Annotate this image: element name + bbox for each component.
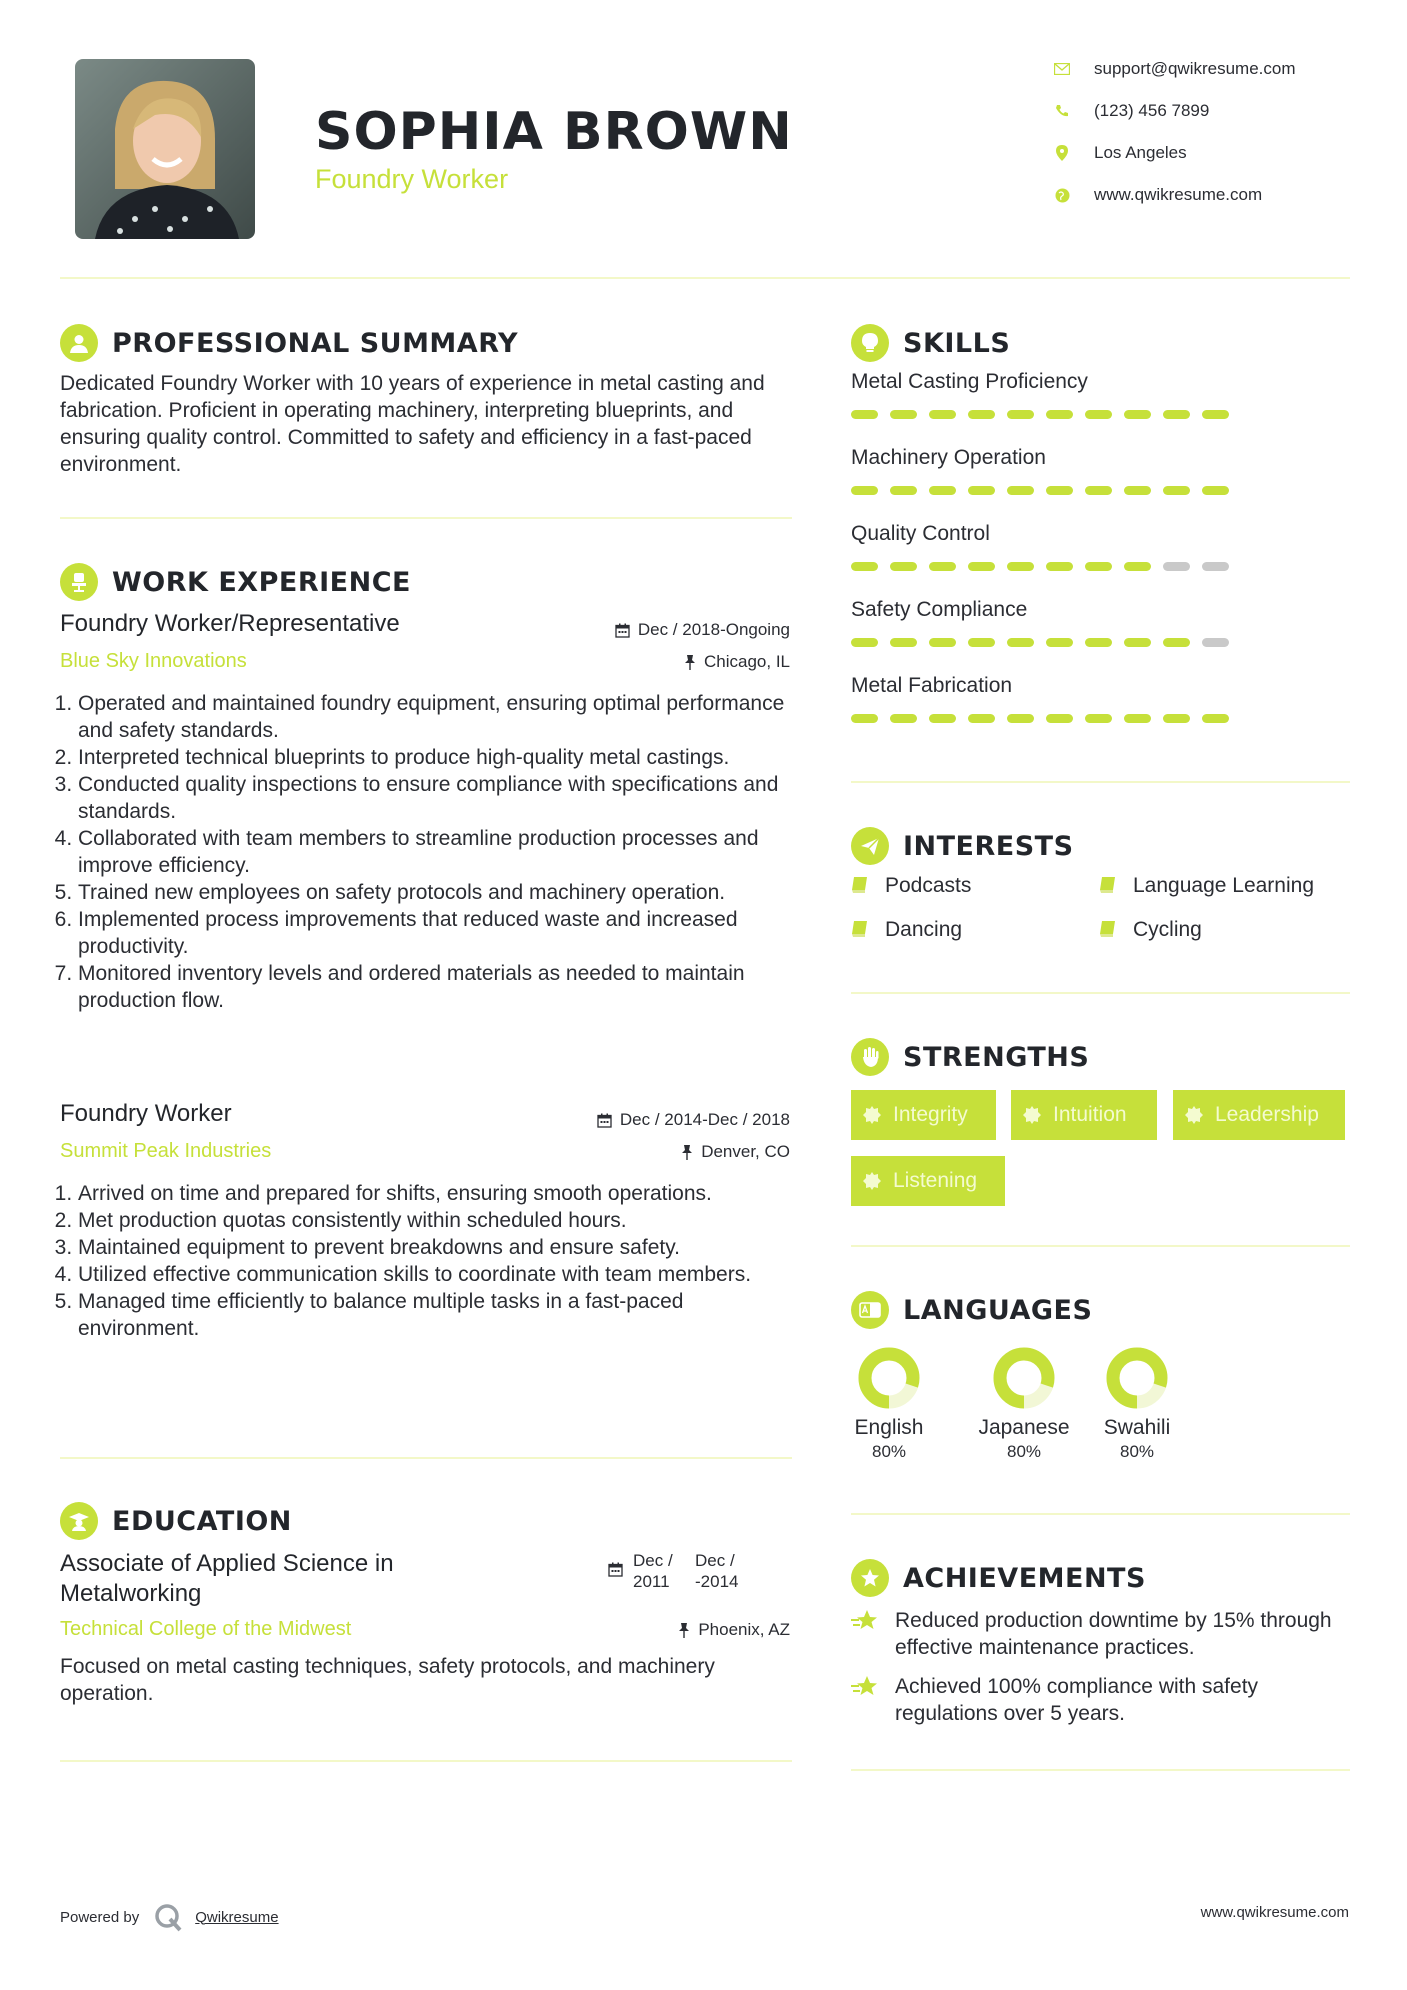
badge-icon: [1185, 1106, 1203, 1124]
candidate-name: SOPHIA BROWN: [315, 102, 793, 162]
strength-tag: Leadership: [1173, 1090, 1345, 1140]
skill-level-dash: [968, 562, 995, 571]
skill-level-dash: [890, 562, 917, 571]
skill-level-dash: [1046, 486, 1073, 495]
job-responsibilities: [60, 1180, 803, 1342]
badge-icon: [863, 1172, 881, 1190]
skill-level-dash: [1007, 638, 1034, 647]
list-item: 2. Interpreted technical blueprints to produce high-quality metal castings.: [78, 744, 803, 771]
degree-title: Associate of Applied Science in Metalworking: [60, 1550, 394, 1607]
skill-level-dash: [929, 410, 956, 419]
achievement-item: Reduced production downtime by 15% through effective maintenance practices.: [851, 1607, 1351, 1661]
school-name: Technical College of the Midwest: [60, 1618, 352, 1640]
education-divider: [60, 1760, 792, 1762]
skill-level-dash: [1202, 486, 1229, 495]
skill-level-dash: [1085, 410, 1112, 419]
skill-level-dash: [1124, 638, 1151, 647]
skill-level-dash: [851, 562, 878, 571]
star-badge-icon: [851, 1559, 889, 1597]
skill-level-dash: [929, 638, 956, 647]
skill-name: Safety Compliance: [851, 598, 1028, 621]
skill-item: [851, 370, 1271, 446]
list-item: 7. Monitored inventory levels and ordered materials as needed to maintain production flow.: [78, 960, 803, 1014]
achievements-divider: [851, 1769, 1350, 1771]
language-item: Swahili 80%: [1098, 1346, 1176, 1462]
skill-level-dash: [890, 410, 917, 419]
skill-name: Metal Casting Proficiency: [851, 370, 1088, 393]
skills-heading: SKILLS: [851, 323, 1010, 363]
qwikresume-link[interactable]: Qwikresume: [195, 1908, 279, 1926]
calendar-icon: [608, 1562, 623, 1592]
skill-level-dash: [1124, 410, 1151, 419]
footer-url[interactable]: www.qwikresume.com: [1200, 1904, 1349, 1921]
skill-level-dash: [1202, 714, 1229, 723]
paper-plane-icon: [851, 827, 889, 865]
skill-item: [851, 674, 1271, 750]
pushpin-icon: [684, 655, 696, 670]
job-title: Foundry Worker/Representative: [60, 610, 400, 637]
job-date: Dec / 2018-Ongoing: [615, 620, 790, 640]
skill-level-dash: [1007, 714, 1034, 723]
skills-divider: [851, 781, 1350, 783]
skill-level-dash: [1007, 486, 1034, 495]
chair-icon: [60, 563, 98, 601]
phone-icon: [1052, 101, 1072, 121]
skill-level-dash: [1085, 486, 1112, 495]
skill-level-dash: [1163, 410, 1190, 419]
pushpin-icon: [681, 1145, 693, 1160]
achievements-heading: ACHIEVEMENTS: [851, 1558, 1146, 1598]
company-name: Blue Sky Innovations: [60, 650, 247, 672]
skill-level-dash: [929, 486, 956, 495]
experience-divider: [60, 1457, 792, 1459]
skill-level-meter: [851, 714, 1271, 723]
education-location: Phoenix, AZ: [678, 1620, 790, 1640]
calendar-icon: [597, 1113, 612, 1128]
skill-level-dash: [851, 410, 878, 419]
strength-tag: Intuition: [1011, 1090, 1157, 1140]
skill-level-dash: [929, 562, 956, 571]
skill-level-dash: [1124, 562, 1151, 571]
skill-level-dash: [1046, 638, 1073, 647]
book-icon: [851, 920, 871, 940]
interest-item: Dancing: [851, 918, 962, 942]
skill-level-dash: [968, 486, 995, 495]
user-icon: [60, 324, 98, 362]
skill-level-dash: [968, 638, 995, 647]
lightbulb-icon: [851, 324, 889, 362]
skill-level-dash: [968, 714, 995, 723]
strengths-divider: [851, 1245, 1350, 1247]
skill-level-dash: [1085, 638, 1112, 647]
translate-icon: [851, 1291, 889, 1329]
list-item: 2. Met production quotas consistently within scheduled hours.: [78, 1207, 803, 1234]
skill-level-dash: [1085, 714, 1112, 723]
language-progress-ring: [992, 1346, 1056, 1410]
summary-heading: PROFESSIONAL SUMMARY: [60, 323, 518, 363]
header-divider: [60, 277, 1350, 279]
skill-level-dash: [1163, 714, 1190, 723]
location-pin-icon: [1052, 143, 1072, 163]
skill-level-dash: [1046, 714, 1073, 723]
skills-list: [851, 370, 1271, 750]
list-item: 6. Implemented process improvements that reduced waste and increased productivity.: [78, 906, 803, 960]
skill-item: [851, 598, 1271, 674]
contact-website[interactable]: www.qwikresume.com: [1052, 180, 1382, 210]
skill-item: [851, 522, 1271, 598]
skill-level-dash: [1046, 410, 1073, 419]
book-icon: [851, 876, 871, 896]
list-item: 3. Maintained equipment to prevent breakdowns and ensure safety.: [78, 1234, 803, 1261]
list-item: 1. Arrived on time and prepared for shifts, ensuring smooth operations.: [78, 1180, 803, 1207]
job-date: Dec / 2014-Dec / 2018: [597, 1110, 790, 1130]
skill-level-dash: [1202, 410, 1229, 419]
skill-name: Machinery Operation: [851, 446, 1046, 469]
skill-level-dash: [1007, 562, 1034, 571]
list-item: 4. Collaborated with team members to streamline production processes and improve efficiency.: [78, 825, 803, 879]
education-description: Focused on metal casting techniques, safety protocols, and machinery operation.: [60, 1655, 715, 1705]
skill-level-dash: [1163, 638, 1190, 647]
language-progress-ring: [1105, 1346, 1169, 1410]
list-item: 5. Trained new employees on safety protocols and machinery operation.: [78, 879, 803, 906]
footer-powered-by: Powered by Qwikresume: [60, 1902, 279, 1932]
badge-icon: [1023, 1106, 1041, 1124]
qwikresume-logo-icon: [153, 1902, 183, 1932]
interests-heading: INTERESTS: [851, 826, 1074, 866]
pushpin-icon: [678, 1623, 690, 1638]
skill-level-dash: [890, 638, 917, 647]
candidate-title: Foundry Worker: [315, 164, 509, 194]
star-icon: [851, 1673, 879, 1701]
skill-item: [851, 446, 1271, 522]
skill-level-dash: [1046, 562, 1073, 571]
education-dates: Dec / 2011 Dec / -2014: [608, 1550, 755, 1592]
education-heading: EDUCATION: [60, 1501, 292, 1541]
list-item: 5. Managed time efficiently to balance multiple tasks in a fast-paced environment.: [78, 1288, 803, 1342]
strengths-heading: STRENGTHS: [851, 1037, 1089, 1077]
skill-level-dash: [1124, 714, 1151, 723]
strength-tag: Listening: [851, 1156, 1005, 1206]
achievement-item: Achieved 100% compliance with safety regulations over 5 years.: [851, 1673, 1351, 1727]
skill-level-dash: [851, 638, 878, 647]
book-icon: [1099, 876, 1119, 896]
skill-level-dash: [851, 714, 878, 723]
interests-divider: [851, 992, 1350, 994]
summary-divider: [60, 517, 792, 519]
language-item: Japanese 80%: [972, 1346, 1076, 1462]
experience-heading: WORK EXPERIENCE: [60, 562, 411, 602]
company-name: Summit Peak Industries: [60, 1140, 272, 1162]
contact-location: Los Angeles: [1052, 138, 1382, 168]
email-icon: [1052, 59, 1072, 79]
skill-level-dash: [1007, 410, 1034, 419]
interest-item: Podcasts: [851, 874, 971, 898]
job-responsibilities: [60, 690, 803, 1014]
languages-heading: LANGUAGES: [851, 1290, 1092, 1330]
job-location: Chicago, IL: [684, 652, 790, 672]
job-title: Foundry Worker: [60, 1100, 232, 1127]
skill-level-dash: [1202, 638, 1229, 647]
skill-level-meter: [851, 562, 1271, 571]
skill-level-meter: [851, 410, 1271, 419]
contact-email[interactable]: support@qwikresume.com: [1052, 54, 1382, 84]
language-progress-ring: [857, 1346, 921, 1410]
skill-level-meter: [851, 486, 1271, 495]
skill-level-meter: [851, 638, 1271, 647]
star-icon: [851, 1607, 879, 1635]
interest-item: Language Learning: [1099, 874, 1314, 898]
calendar-icon: [615, 623, 630, 638]
hand-icon: [851, 1038, 889, 1076]
language-item: English 80%: [851, 1346, 927, 1462]
badge-icon: [863, 1106, 881, 1124]
skill-level-dash: [1163, 562, 1190, 571]
globe-icon: [1052, 185, 1072, 205]
interest-item: Cycling: [1099, 918, 1202, 942]
skill-level-dash: [929, 714, 956, 723]
job-location: Denver, CO: [681, 1142, 790, 1162]
skill-name: Quality Control: [851, 522, 990, 545]
contact-phone[interactable]: (123) 456 7899: [1052, 96, 1382, 126]
skill-level-dash: [968, 410, 995, 419]
book-icon: [1099, 920, 1119, 940]
skill-name: Metal Fabrication: [851, 674, 1013, 697]
skill-level-dash: [1202, 562, 1229, 571]
skill-level-dash: [890, 714, 917, 723]
skill-level-dash: [851, 486, 878, 495]
list-item: 3. Conducted quality inspections to ensure compliance with specifications and standards.: [78, 771, 803, 825]
profile-photo: [75, 59, 255, 239]
graduate-icon: [60, 1502, 98, 1540]
summary-text: Dedicated Foundry Worker with 10 years of experience in metal casting and fabrication. Proficient in operating machinery, interpreting blueprints, and ensuring quality control. Committed to safety and efficiency in a fast-paced environment.: [60, 372, 765, 476]
list-item: 1. Operated and maintained foundry equipment, ensuring optimal performance and safety standards.: [78, 690, 803, 744]
languages-divider: [851, 1513, 1350, 1515]
skill-level-dash: [890, 486, 917, 495]
skill-level-dash: [1085, 562, 1112, 571]
skill-level-dash: [1163, 486, 1190, 495]
list-item: 4. Utilized effective communication skills to coordinate with team members.: [78, 1261, 803, 1288]
strength-tag: Integrity: [851, 1090, 996, 1140]
skill-level-dash: [1124, 486, 1151, 495]
